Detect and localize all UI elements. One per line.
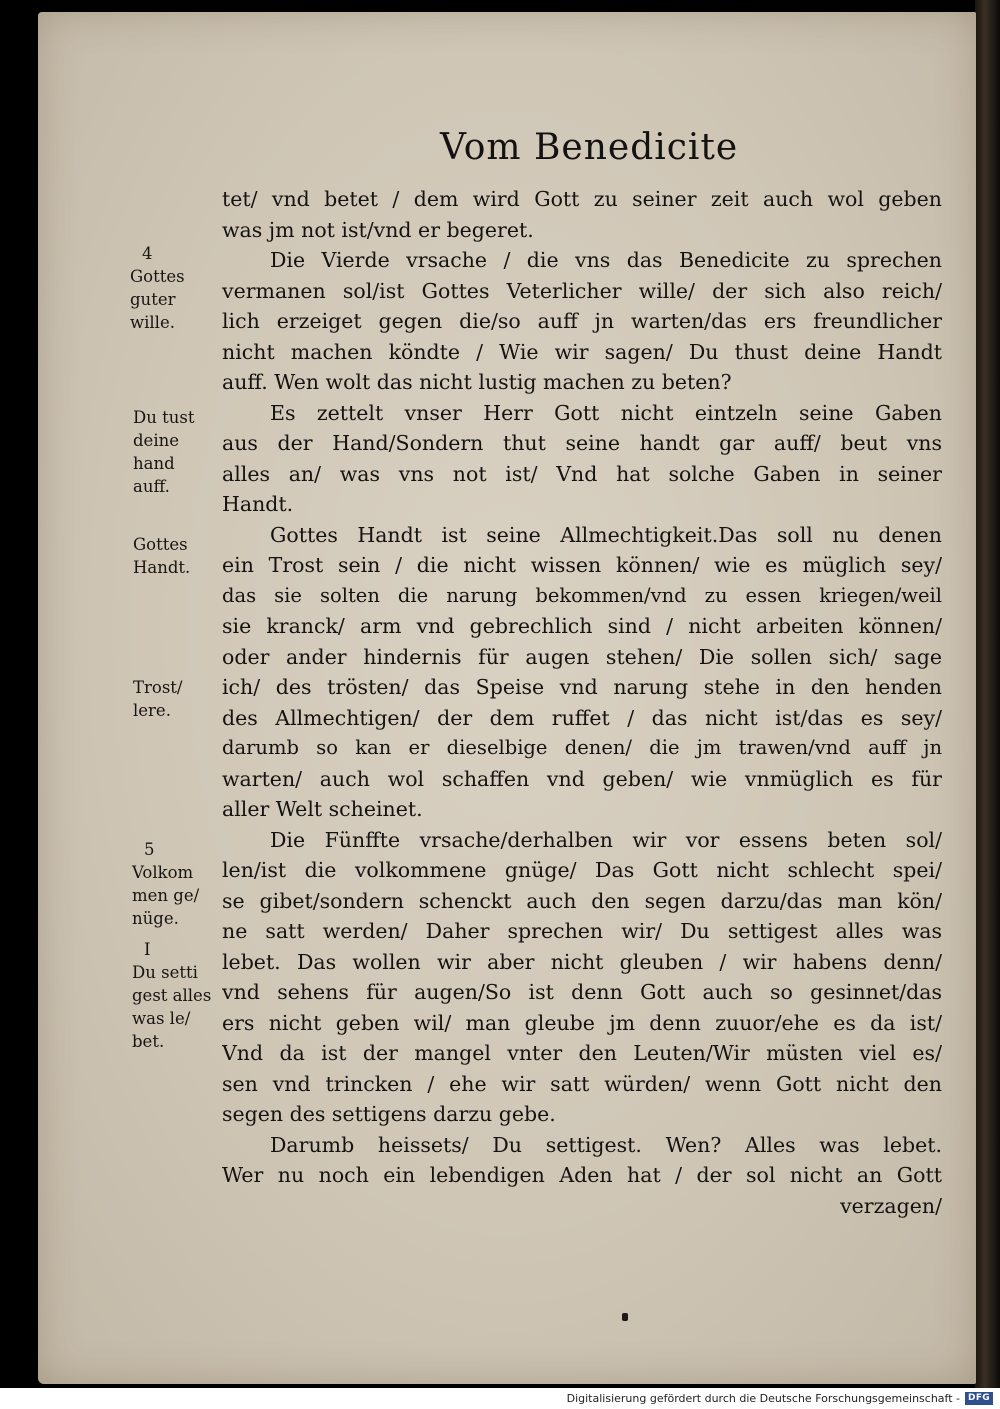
text-line: Handt.	[222, 492, 294, 516]
text-line: Die Fünffte vrsache/derhalben wir vor essens beten sol/	[270, 827, 942, 852]
gloss-line: Trost/	[133, 678, 183, 697]
catchword: verzagen/	[840, 1193, 942, 1218]
book-edge	[975, 0, 1000, 1388]
text-line: aus der Hand/Sondern thut seine handt gar auff/ beut vns	[222, 431, 942, 455]
text-line: len/ist die volkommene gnüge/ Das Gott nicht schlecht spei/	[222, 858, 942, 882]
text-line: das sie solten die narung bekommen/vnd zu essen kriegen/weil	[222, 583, 942, 607]
gloss-number: 5	[144, 840, 155, 859]
gloss-line: was le/	[132, 1009, 191, 1028]
text-line: des Allmechtigen/ der dem ruffet / das nicht ist/das es sey/	[222, 705, 942, 730]
gloss-line: men ge/	[132, 886, 200, 905]
gloss-line: wille.	[130, 313, 175, 332]
gloss-line: deine	[133, 431, 179, 450]
margin-gloss	[133, 533, 190, 579]
footer-bar	[0, 1388, 1000, 1409]
ink-mark	[622, 1313, 628, 1321]
dfg-logo: DFG	[965, 1392, 993, 1405]
margin-gloss	[133, 676, 182, 722]
text-line: vermanen sol/ist Gottes Veterlicher wille/ der sich also reich/	[222, 278, 942, 303]
text-line: lebet. Das wollen wir aber nicht gleuben / wir habens denn/	[222, 949, 942, 974]
margin-gloss	[133, 406, 194, 498]
text-line: nicht machen köndte / Wie wir sagen/ Du thust deine Handt	[222, 339, 942, 364]
text-line: Wer nu noch ein lebendigen Aden hat / der sol nicht an Gott	[222, 1163, 942, 1187]
text-line: sie kranck/ arm vnd gebrechlich sind / nicht arbeiten können/	[222, 614, 942, 638]
text-line: lich erzeiget gegen die/so auff jn warten/das ers freundlicher	[222, 309, 942, 333]
text-line: warten/ auch wol schaffen vnd geben/ wie vnmüglich es für	[222, 766, 942, 791]
text-line: vnd sehens für augen/So ist denn Gott auch so gesinnet/das	[222, 980, 942, 1004]
text-line: Vnd da ist der mangel vnter den Leuten/Wir müsten viel es/	[222, 1041, 942, 1065]
gloss-number: I	[144, 940, 151, 959]
dfg-credit: Digitalisierung gefördert durch die Deutsche Forschungsgemeinschaft -	[566, 1392, 960, 1405]
text-line: darumb so kan er dieselbige denen/ die jm trawen/vnd auff jn	[222, 736, 942, 759]
text-line: oder ander hindernis für augen stehen/ Die sollen sich/ sage	[222, 644, 942, 669]
text-line: Gottes Handt ist seine Allmechtigkeit.Das soll nu denen	[270, 522, 942, 547]
body-text	[222, 184, 942, 1221]
gloss-line: Handt.	[133, 558, 191, 577]
text-line: ers nicht geben wil/ man gleube jm denn zuuor/ehe es da ist/	[222, 1010, 942, 1035]
margin-gloss	[132, 938, 211, 1053]
text-line: tet/ vnd betet / dem wird Gott zu seiner zeit auch wol geben	[222, 187, 942, 211]
text-line: alles an/ was vns not ist/ Vnd hat solche Gaben in seiner	[222, 461, 942, 486]
gloss-line: Gottes	[133, 535, 188, 554]
text-line: se gibet/sondern schenckt auch den segen darzu/das man kön/	[222, 888, 942, 913]
gloss-line: nüge.	[132, 909, 179, 928]
margin-gloss	[130, 242, 185, 334]
gloss-line: bet.	[132, 1032, 165, 1051]
gloss-line: Du tust	[133, 408, 195, 427]
text-line: Darumb heissets/ Du settigest. Wen? Alles was lebet.	[270, 1132, 942, 1157]
running-head: Vom Benedicite	[440, 127, 739, 168]
gloss-line: Du setti	[132, 963, 198, 982]
text-line: Es zettelt vnser Herr Gott nicht eintzeln seine Gaben	[270, 400, 942, 425]
gloss-line: hand	[133, 454, 175, 473]
gloss-line: Gottes	[130, 267, 185, 286]
text-line: ich/ des trösten/ das Speise vnd narung stehe in den henden	[222, 675, 942, 699]
gloss-line: gest alles	[132, 986, 212, 1005]
text-line: segen des settigens darzu gebe.	[222, 1102, 556, 1126]
text-line: auff. Wen wolt das nicht lustig machen zu beten?	[222, 370, 732, 394]
gloss-number: 4	[142, 244, 153, 263]
text-line: ein Trost sein / die nicht wissen können/ wie es müglich sey/	[222, 553, 942, 577]
gloss-line: guter	[130, 290, 176, 309]
text-line: was jm not ist/vnd er begeret.	[222, 217, 534, 242]
margin-gloss	[132, 838, 199, 930]
text-line: ne satt werden/ Daher sprechen wir/ Du settigest alles was	[222, 919, 942, 943]
text-line: sen vnd trincken / ehe wir satt würden/ wenn Gott nicht den	[222, 1071, 942, 1096]
gloss-line: Volkom	[132, 863, 194, 882]
gloss-line: auff.	[133, 477, 170, 496]
text-line: Die Vierde vrsache / die vns das Benedicite zu sprechen	[270, 248, 942, 272]
gloss-line: lere.	[133, 701, 171, 720]
text-line: aller Welt scheinet.	[222, 797, 423, 821]
